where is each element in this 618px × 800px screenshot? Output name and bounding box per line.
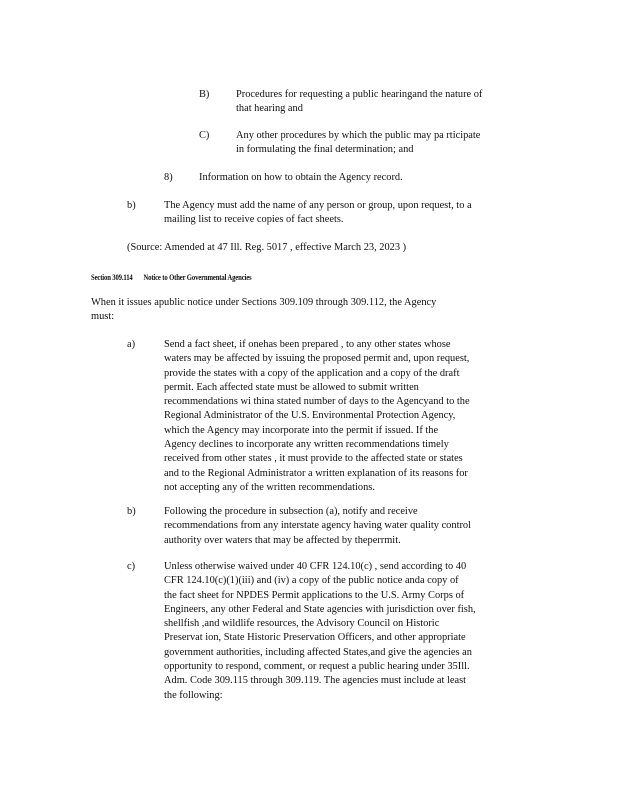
item-b-label: B) [199, 89, 210, 100]
subsection-a-text: Send a fact sheet, if onehas been prepared , to any other states whose waters may be affected by issuing the proposed permit and, upon request, provide the states with a copy of the application and a copy of the draft permit. Each affected state must be allowed to submit written recommendations wi thina stated number of days to the Agencyand to the Regional Administrator of the U.S. Environmental Protection Agency, which the Agency may incorporate into the permit if issued. If the Agency declines to incorporate any written recommendations timely received from other states , it must provide to the affected state or states and to the Regional Administrator a written explanation of its reasons for not accepting any of the written recommendations. [164, 339, 470, 493]
section-heading [91, 270, 251, 284]
subsection-b-label: b) [127, 506, 136, 517]
item-8-text: Information on how to obtain the Agency record. [199, 172, 403, 183]
item-b-top-text: The Agency must add the name of any person or group, upon request, to a mailing list to receive copies of fact sheets. [164, 200, 472, 226]
subsection-b-text: Following the procedure in subsection (a), notify and receive recommendations from any interstate agency having water quality control authority over waters that may be affected by theperrmit. [164, 506, 471, 546]
section-title: Notice to Other Governmental Agencies [143, 272, 252, 282]
section-number: Section 309.114 [91, 272, 133, 282]
source-note: (Source: Amended at 47 Ill. Reg. 5017 , effective March 23, 2023 ) [127, 242, 407, 253]
item-c-text: Any other procedures by which the public may pa rticipate in formulating the final determination; and [236, 130, 481, 156]
item-b-top-label: b) [127, 200, 136, 211]
item-8-label: 8) [164, 172, 173, 183]
subsection-c-text: Unless otherwise waived under 40 CFR 124.10(c) , send according to 40 CFR 124.10(c)(1)(iii) and (iv) a copy of the public notice anda copy of the fact sheet for NPDES Permit applications to the U.S. Army Corps of Engineers, any other Federal and State agencies with jurisdiction over fish, shellfish ,and wildlife resources, the Advisory Council on Historic Preservat ion, State Historic Preservation Officers, and other appropriate government authorities, including affected States,and give the agencies an opportunity to respond, comment, or request a public hearing under 35Ill. Adm. Code 309.115 through 309.119. The agencies must include at least the following: [164, 561, 476, 701]
subsection-a-label: a) [127, 339, 136, 350]
item-c-label: C) [199, 130, 210, 141]
subsection-c-label: c) [127, 561, 136, 572]
intro-paragraph: When it issues apublic notice under Sections 309.109 through 309.112, the Agency must: [91, 297, 437, 323]
item-b-text: Procedures for requesting a public hearingand the nature of that hearing and [236, 89, 483, 115]
